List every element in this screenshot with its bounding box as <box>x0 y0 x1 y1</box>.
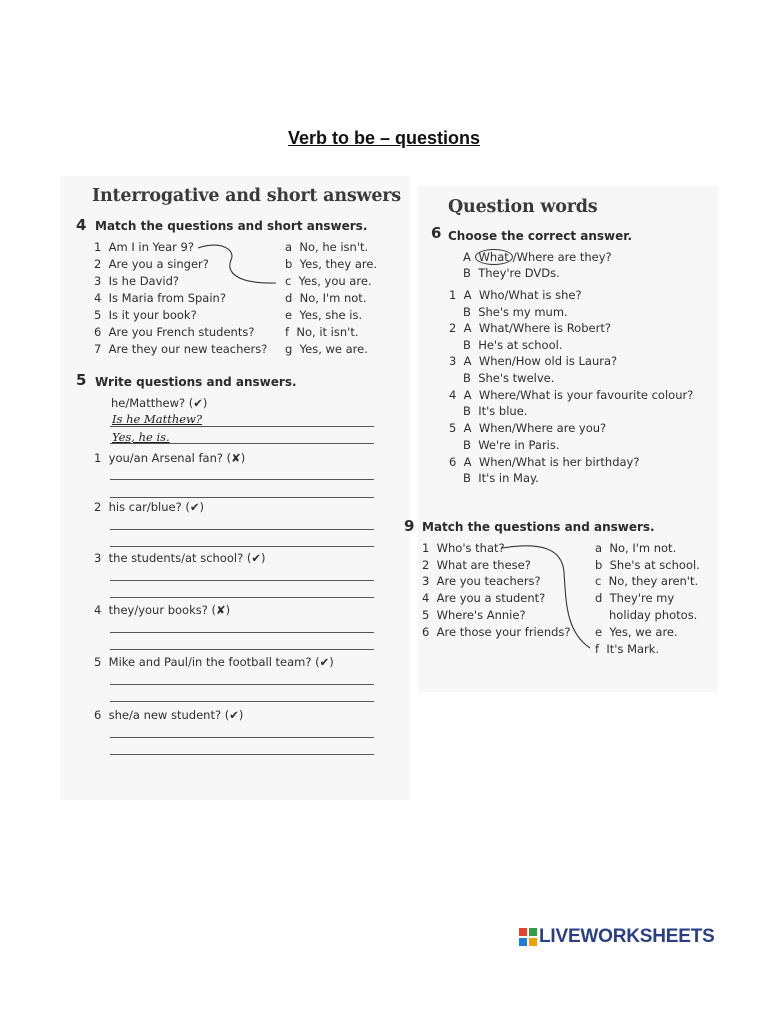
exercise-5-item: 4 they/your books? (✘) <box>94 603 231 617</box>
exercise-9-instruction: Match the questions and answers. <box>422 520 655 534</box>
question-item: 5 Is it your book? <box>94 308 197 322</box>
answer-line[interactable] <box>110 597 374 598</box>
exercise-5-instruction: Write questions and answers. <box>95 375 297 389</box>
page-title: Verb to be – questions <box>287 128 481 148</box>
question-item: 3 Is he David? <box>94 274 180 288</box>
answer-item-continued: holiday photos. <box>609 608 698 622</box>
section-heading-question-words: Question words <box>448 197 598 217</box>
answer-line[interactable] <box>110 529 374 530</box>
answer-item: e Yes, she is. <box>285 308 363 322</box>
answer-item: c No, they aren't. <box>595 574 699 588</box>
answer-line[interactable] <box>110 754 374 755</box>
question-item: 7 Are they our new teachers? <box>94 342 268 356</box>
answer-item: a No, he isn't. <box>285 240 369 254</box>
exercise-6-item-b: B It's in May. <box>463 471 539 485</box>
question-item: 3 Are you teachers? <box>422 574 541 588</box>
exercise-9-number: 9 <box>404 517 415 535</box>
answer-line[interactable] <box>110 737 374 738</box>
example-prompt: he/Matthew? (✔) <box>111 396 208 410</box>
exercise-5-item: 3 the students/at school? (✔) <box>94 551 266 565</box>
exercise-5-item: 1 you/an Arsenal fan? (✘) <box>94 451 246 465</box>
exercise-6-item-b: B We're in Paris. <box>463 438 560 452</box>
exercise-6-item-b: B She's my mum. <box>463 305 568 319</box>
answer-line[interactable] <box>110 546 374 547</box>
exercise-6-item-a: 2 A What/Where is Robert? <box>449 321 611 335</box>
exercise-5-item: 6 she/a new student? (✔) <box>94 708 244 722</box>
answer-item: b Yes, they are. <box>285 257 378 271</box>
exercise-6-item-a: 3 A When/How old is Laura? <box>449 354 618 368</box>
exercise-5-item: 2 his car/blue? (✔) <box>94 500 204 514</box>
answer-line[interactable] <box>110 684 374 685</box>
exercise-6-instruction: Choose the correct answer. <box>448 229 633 243</box>
exercise-4-instruction: Match the questions and short answers. <box>95 219 368 233</box>
answer-item: d They're my <box>595 591 675 605</box>
liveworksheets-logo-text: LIVEWORKSHEETS <box>539 926 715 947</box>
example-answer-handwritten: Yes, he is. <box>112 430 170 444</box>
exercise-5-item: 5 Mike and Paul/in the football team? (✔) <box>94 655 334 669</box>
answer-item: f No, it isn't. <box>285 325 359 339</box>
answer-item: a No, I'm not. <box>595 541 677 555</box>
exercise-6-number: 6 <box>431 224 442 242</box>
exercise-6-item-b: B He's at school. <box>463 338 563 352</box>
answer-item: b She's at school. <box>595 558 700 572</box>
answer-line[interactable] <box>110 497 374 498</box>
question-item: 1 Am I in Year 9? <box>94 240 194 254</box>
example-match-line <box>196 242 286 292</box>
answer-line[interactable] <box>110 479 374 480</box>
circled-answer: What <box>475 249 513 265</box>
answer-item: f It's Mark. <box>595 642 660 656</box>
exercise-6-item-a: 5 A When/Where are you? <box>449 421 607 435</box>
question-item: 1 Who's that? <box>422 541 505 555</box>
example-match-line <box>500 542 600 657</box>
question-item: 5 Where's Annie? <box>422 608 526 622</box>
liveworksheets-logo <box>519 926 715 948</box>
exercise-6-example-a: A What /Where are they? <box>463 250 612 264</box>
question-item: 2 Are you a singer? <box>94 257 209 271</box>
answer-item: e Yes, we are. <box>595 625 678 639</box>
exercise-5-number: 5 <box>76 371 87 389</box>
exercise-6-item-a: 1 A Who/What is she? <box>449 288 582 302</box>
example-question-handwritten: Is he Matthew? <box>112 412 203 426</box>
answer-line <box>110 426 374 427</box>
question-item: 6 Are you French students? <box>94 325 255 339</box>
question-item: 4 Are you a student? <box>422 591 546 605</box>
answer-line[interactable] <box>110 580 374 581</box>
answer-line[interactable] <box>110 649 374 650</box>
answer-item: g Yes, we are. <box>285 342 368 356</box>
exercise-6-item-b: B It's blue. <box>463 404 528 418</box>
section-heading-interrogative: Interrogative and short answers <box>92 186 401 206</box>
question-item: 6 Are those your friends? <box>422 625 571 639</box>
answer-line[interactable] <box>110 701 374 702</box>
answer-line[interactable] <box>110 632 374 633</box>
question-item: 4 Is Maria from Spain? <box>94 291 226 305</box>
exercise-6-item-a: 4 A Where/What is your favourite colour? <box>449 388 694 402</box>
exercise-6-item-b: B She's twelve. <box>463 371 555 385</box>
exercise-6-example-b: B They're DVDs. <box>463 266 560 280</box>
answer-item: d No, I'm not. <box>285 291 367 305</box>
question-item: 2 What are these? <box>422 558 531 572</box>
liveworksheets-logo-icon <box>519 928 537 946</box>
answer-line <box>110 443 374 444</box>
answer-item: c Yes, you are. <box>285 274 372 288</box>
exercise-4-number: 4 <box>76 216 87 234</box>
exercise-6-item-a: 6 A When/What is her birthday? <box>449 455 640 469</box>
